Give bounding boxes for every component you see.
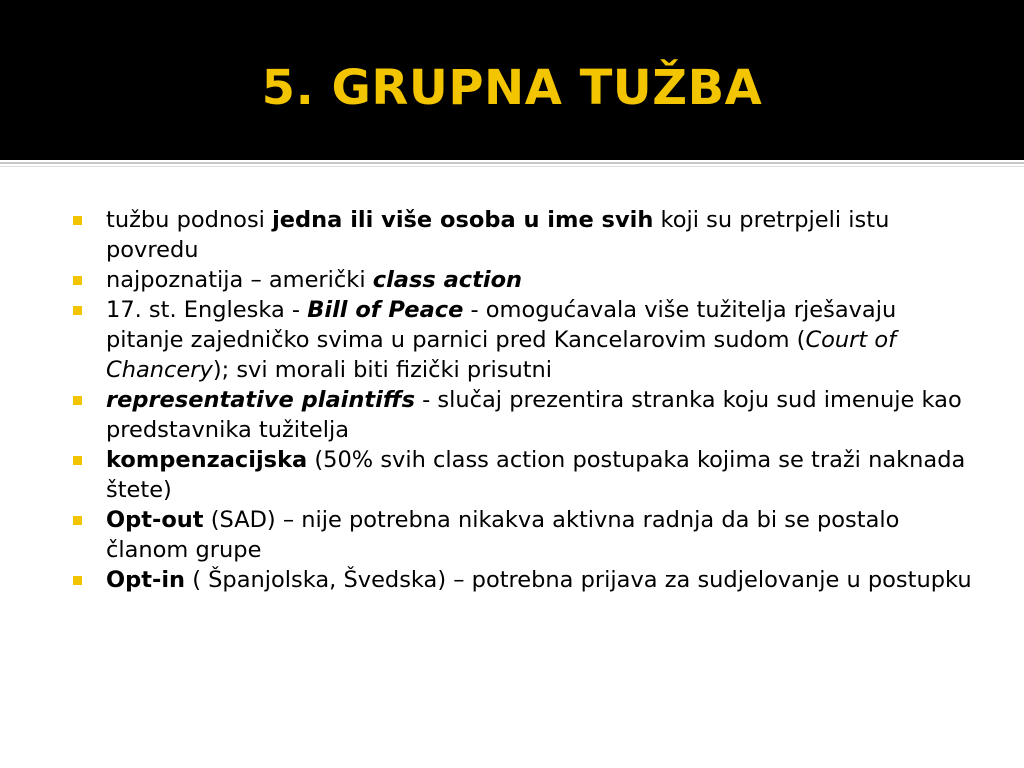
bullet-item-5: [72, 445, 972, 505]
square-bullet-icon: [73, 456, 82, 465]
bullet-list: [72, 205, 972, 595]
square-bullet-icon: [73, 396, 82, 405]
bullet-text: ( Španjolska, Švedska) – potrebna prijava za sudjelovanje u postupku: [185, 567, 972, 593]
bullet-item-6: [72, 505, 972, 565]
square-bullet-icon: [73, 216, 82, 225]
bullet-text-bold-italic: class action: [372, 267, 523, 293]
bullet-text: - slučaj prezentira stranka koju sud imenuje kao predstavnika tužitelja: [106, 387, 962, 443]
bullet-text-bold: kompenzacijska: [106, 447, 308, 473]
square-bullet-icon: [73, 516, 82, 525]
square-bullet-icon: [73, 306, 82, 315]
bullet-text: ); svi morali biti fizički prisutni: [212, 357, 553, 383]
divider-line: [0, 162, 1024, 164]
bullet-text-bold-italic: Bill of Peace: [307, 297, 464, 323]
bullet-item-4: [72, 385, 972, 445]
bullet-text: tužbu podnosi: [106, 207, 273, 233]
bullet-text-italic: Court of Chancery: [106, 327, 897, 383]
bullet-text: 17. st. Engleska -: [106, 297, 308, 323]
divider-line-thin: [0, 166, 1024, 167]
square-bullet-icon: [73, 276, 82, 285]
square-bullet-icon: [73, 576, 82, 585]
bullet-text-bold-italic: representative plaintiffs: [106, 387, 415, 413]
bullet-item-2: [72, 265, 972, 295]
bullet-text: - omogućavala više tužitelja rješavaju pitanje zajedničko svima u parnici pred Kancelarovim sudom (: [106, 297, 897, 353]
bullet-text-bold: Opt-in: [106, 567, 186, 593]
bullet-item-3: [72, 295, 972, 385]
bullet-item-7: [72, 565, 972, 595]
bullet-text: (50% svih class action postupaka kojima se traži naknada štete): [106, 447, 966, 503]
bullet-text: najpoznatija – američki: [106, 267, 373, 293]
bullet-item-1: [72, 205, 972, 265]
bullet-text-bold: jedna ili više osoba u ime svih: [272, 207, 654, 233]
slide-title: 5. GRUPNA TUŽBA: [261, 60, 763, 116]
bullet-text: koji su pretrpjeli istu povredu: [106, 207, 890, 263]
bullet-text-bold: Opt-out: [106, 507, 204, 533]
bullet-text: (SAD) – nije potrebna nikakva aktivna radnja da bi se postalo članom grupe: [106, 507, 900, 563]
